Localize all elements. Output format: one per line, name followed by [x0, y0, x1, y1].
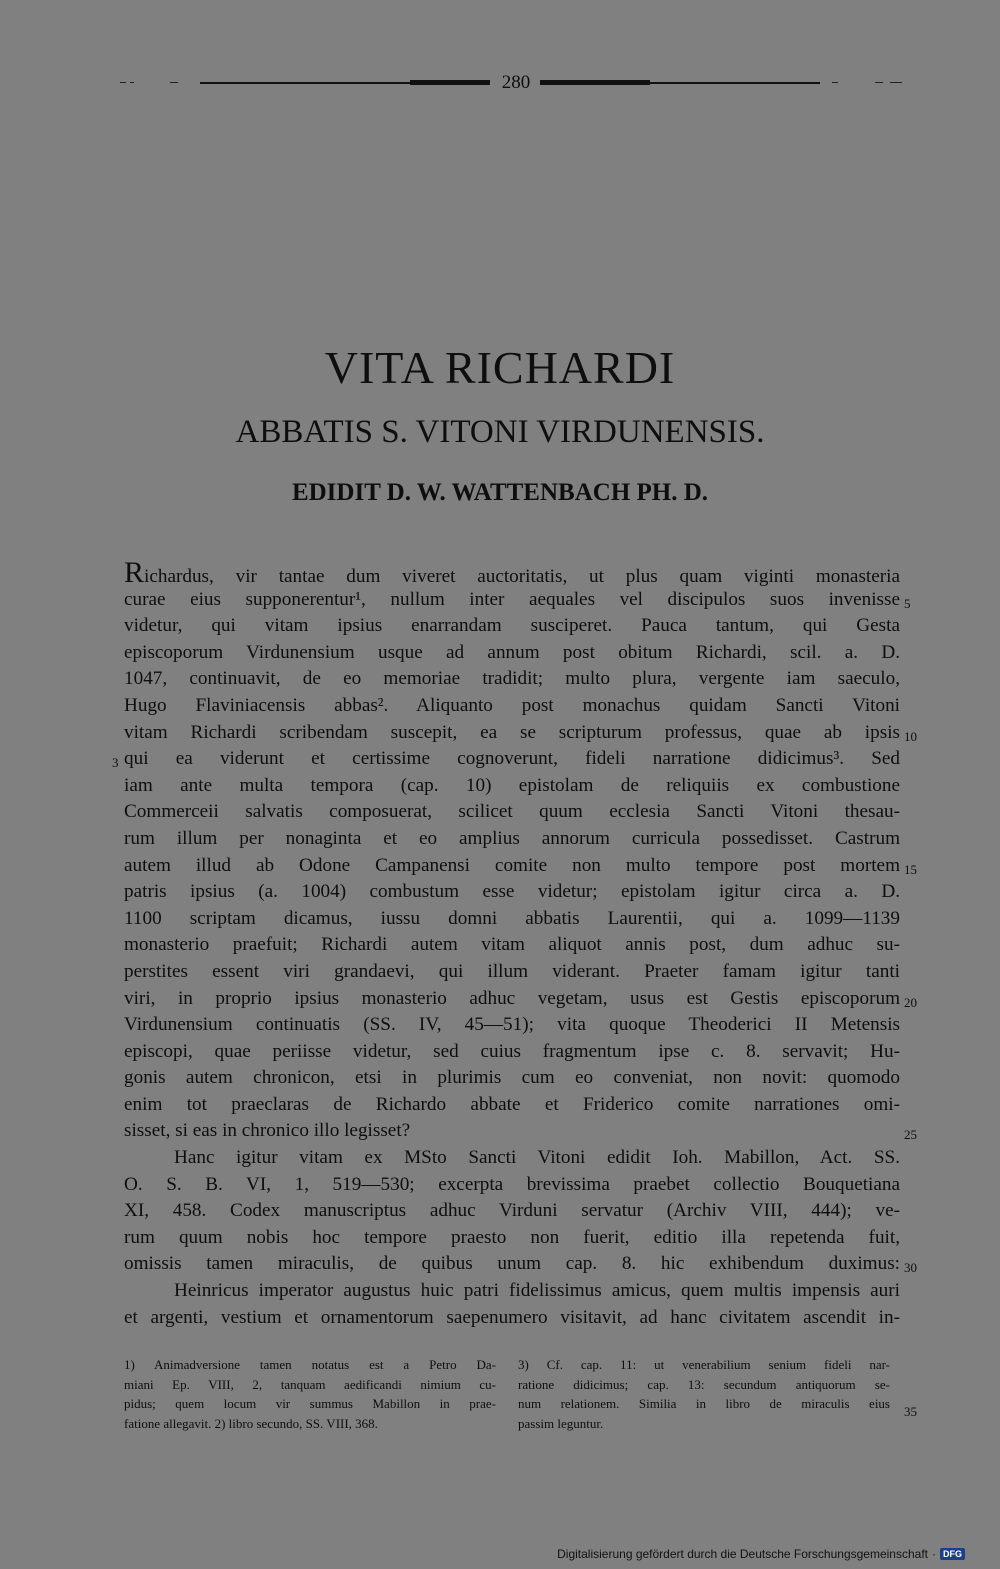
body-line-text: enim tot praeclaras de Richardo abbate et Friderico comite narrationes omi-	[124, 1093, 900, 1115]
body-line	[124, 932, 900, 959]
body-line	[124, 1278, 900, 1305]
body-line	[124, 613, 900, 640]
body-line	[124, 1092, 900, 1119]
body-line	[124, 666, 900, 693]
body-line-text: episcoporum Virdunensium usque ad annum post obitum Richardi, scil. a. D.	[124, 641, 900, 663]
credit-text: Digitalisierung gefördert durch die Deutsche Forschungsgemeinschaft	[557, 1547, 928, 1561]
body-line	[124, 959, 900, 986]
line-number: 5	[904, 595, 911, 611]
body-line	[124, 1039, 900, 1066]
body-line-text: patris ipsius (a. 1004) combustum esse videtur; epistolam igitur circa a. D.	[124, 881, 900, 903]
body-line-text: sisset, si eas in chronico illo legisset?	[124, 1120, 411, 1142]
body-line-text: iam ante multa tempora (cap. 10) epistolam de reliquiis ex combustione	[124, 774, 900, 796]
footnote-line: miani Ep. VIII, 2, tanquam aedificandi nimium cu-	[124, 1376, 496, 1392]
body-text	[112, 556, 917, 1331]
footnote-line: 1) Animadversione tamen notatus est a Petro Da-	[124, 1357, 496, 1372]
drop-cap: R	[124, 556, 145, 589]
footnote-line: num relationem. Similia in libro de miraculis eius	[518, 1396, 890, 1411]
body-line	[124, 853, 917, 880]
body-line-text: monasterio praefuit; Richardi autem vitam aliquot annis post, dum adhuc su-	[124, 934, 900, 956]
title-editor: EDIDIT D. W. WATTENBACH PH. D.	[291, 479, 709, 506]
body-line-text: perstites essent viri grandaevi, qui illum viderant. Praeter famam igitur tanti	[124, 960, 900, 982]
body-line-text: qui ea viderunt et certissime cognoverunt, fideli narratione didicimus³. Sed	[124, 748, 900, 770]
body-line	[124, 1012, 900, 1039]
body-line-text: 1100 scriptam dicamus, iussu domni abbatis Laurentii, qui a. 1099—1139	[124, 907, 900, 929]
line-number: 30	[904, 1260, 917, 1276]
body-line	[124, 1145, 900, 1172]
body-line	[124, 1118, 917, 1145]
body-line	[124, 720, 917, 747]
footnote-line: 3) Cf. cap. 11: ut venerabilium senium fideli nar-	[518, 1357, 890, 1372]
body-line	[124, 587, 911, 614]
body-line-text: videtur, qui vitam ipsius enarrandam susciperet. Pauca tantum, qui Gesta	[124, 615, 900, 637]
title-main: VITA RICHARDI	[324, 342, 676, 393]
footnote-line: fatione allegavit. 2) libro secundo, SS. VIII, 368.	[124, 1415, 378, 1431]
body-line	[124, 556, 900, 589]
body-line	[124, 1065, 900, 1092]
footnote-line-number: 35	[904, 1404, 917, 1419]
footnotes-left-column	[124, 1355, 496, 1433]
title-subtitle: ABBATIS S. VITONI VIRDUNENSIS.	[235, 414, 765, 450]
body-line	[124, 640, 900, 667]
body-line-text: 1047, continuavit, de eo memoriae tradidit; multo plura, vergente iam saeculo,	[124, 668, 900, 690]
body-line	[124, 879, 900, 906]
body-line	[124, 1225, 900, 1252]
chapter-number: 3	[112, 755, 119, 771]
body-line-text: Hanc igitur vitam ex MSto Sancti Vitoni edidit Ioh. Mabillon, Act. SS.	[174, 1147, 900, 1169]
line-number: 25	[904, 1127, 917, 1143]
body-line-text: O. S. B. VI, 1, 519—530; excerpta brevissima praebet collectio Bouquetiana	[124, 1173, 900, 1195]
page-header	[120, 70, 905, 98]
body-line	[124, 906, 900, 933]
body-line	[124, 826, 900, 853]
digitization-credit: Digitalisierung gefördert durch die Deutsche Forschungsgemeinschaft · DFG	[557, 1547, 965, 1561]
footnote-line: pidus; quem locum vir summus Mabillon in prae-	[124, 1396, 496, 1411]
body-line	[124, 693, 900, 720]
body-line-text: Virdunensium continuatis (SS. IV, 45—51); vita quoque Theoderici II Metensis	[124, 1014, 900, 1036]
body-line	[124, 1305, 900, 1332]
footnote-line: ratione didicimus; cap. 13: secundum antiquorum se-	[518, 1376, 890, 1392]
body-line	[124, 986, 917, 1013]
body-line-text: omissis tamen miraculis, de quibus unum cap. 8. hic exhibendum duximus:	[124, 1253, 900, 1275]
footnote-line: passim leguntur.	[518, 1415, 604, 1431]
dfg-logo: DFG	[940, 1548, 965, 1560]
body-line	[124, 1251, 917, 1278]
body-line	[112, 746, 900, 773]
body-line-text: viri, in proprio ipsius monasterio adhuc vegetam, usus est Gestis episcoporum	[124, 987, 900, 1009]
body-line-text: Richardus, vir tantae dum viveret auctoritatis, ut plus quam viginti monasteria	[124, 556, 900, 589]
body-line-text: autem illud ab Odone Campanensi comite non multo tempore post mortem	[124, 854, 900, 876]
body-line-text: episcopi, quae periisse videtur, sed cuius fragmentum ipse c. 8. servavit; Hu-	[124, 1040, 900, 1062]
line-number: 10	[904, 728, 917, 744]
line-number: 15	[904, 861, 917, 877]
body-line	[124, 773, 900, 800]
body-line-text: Commerceii salvatis composuerat, scilicet quum ecclesia Sancti Vitoni thesau-	[124, 801, 900, 823]
body-line-text: Hugo Flaviniacensis abbas². Aliquanto post monachus quidam Sancti Vitoni	[124, 694, 900, 716]
body-line-text: XI, 458. Codex manuscriptus adhuc Virduni servatur (Archiv VIII, 444); ve-	[124, 1200, 900, 1222]
body-line-text: rum quum nobis hoc tempore praesto non fuerit, editio illa repetenda fuit,	[124, 1226, 900, 1248]
body-line	[124, 1198, 900, 1225]
body-line-text: gonis autem chronicon, etsi in plurimis cum eo conveniat, non novit: quomodo	[124, 1067, 900, 1089]
footnotes-right-column	[518, 1355, 890, 1433]
body-line-text: vitam Richardi scribendam suscepit, ea se scripturum professus, quae ab ipsis	[124, 721, 900, 743]
header-rule-right	[540, 80, 650, 85]
body-line	[124, 1172, 900, 1199]
page-number: 280	[501, 72, 531, 93]
body-line	[124, 799, 900, 826]
line-number: 20	[904, 994, 917, 1010]
body-line-text: curae eius supponerentur¹, nullum inter aequales vel discipulos suos invenisse	[124, 588, 900, 610]
body-line-text: rum illum per nonaginta et eo amplius annorum curricula possedisset. Castrum	[124, 827, 900, 849]
body-line-text: Heinricus imperator augustus huic patri fidelissimus amicus, quem multis impensis auri	[174, 1280, 900, 1302]
body-line-text: et argenti, vestium et ornamentorum saepenumero visitavit, ad hanc civitatem ascendit in-	[124, 1306, 900, 1328]
